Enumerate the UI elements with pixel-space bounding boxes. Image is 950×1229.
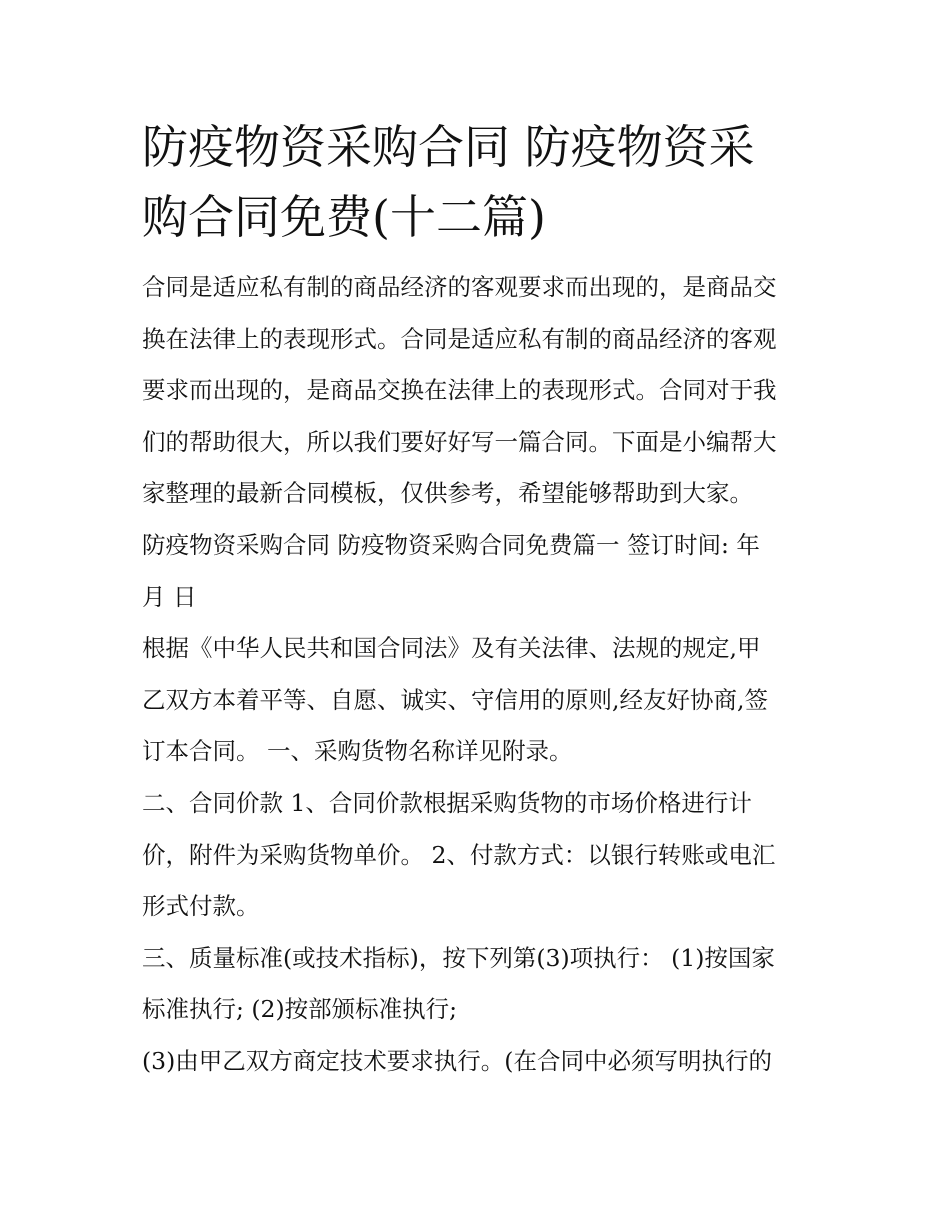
body-line-10: 订本合同。 一、采购货物名称详见附录。 <box>142 737 573 766</box>
body-line-7: 月 日 <box>142 582 197 611</box>
document-title <box>142 112 814 252</box>
body-line-15: 标准执行; (2)按部颁标准执行; <box>142 995 458 1024</box>
body-line-5: 家整理的最新合同模板，仅供参考，希望能够帮助到大家。 <box>142 479 753 508</box>
body-line-1: 合同是适应私有制的商品经济的客观要求而出现的，是商品交 <box>142 273 777 301</box>
body-line-12: 价，附件为采购货物单价。 2、付款方式：以银行转账或电汇 <box>142 840 776 869</box>
body-line-14: 三、质量标准(或技术指标)，按下列第(3)项执行： (1)按国家 <box>142 943 775 972</box>
body-line-6: 防疫物资采购合同 防疫物资采购合同免费篇一 签订时间: 年 <box>142 530 760 559</box>
body-line-13: 形式付款。 <box>142 892 260 921</box>
document-page <box>142 112 814 1088</box>
body-line-8: 根据《中华人民共和国合同法》及有关法律、法规的规定,甲 <box>142 634 761 663</box>
document-body <box>142 262 814 1088</box>
body-line-11: 二、合同价款 1、合同价款根据采购货物的市场价格进行计 <box>142 788 752 817</box>
body-line-9: 乙双方本着平等、自愿、诚实、守信用的原则,经友好协商,签 <box>142 685 768 714</box>
body-line-4: 们的帮助很大，所以我们要好好写一篇合同。下面是小编帮大 <box>142 427 777 456</box>
body-line-2: 换在法律上的表现形式。合同是适应私有制的商品经济的客观 <box>142 324 777 353</box>
body-line-16: (3)由甲乙双方商定技术要求执行。(在合同中必须写明执行的 <box>142 1046 772 1075</box>
title-line-1: 防疫物资采购合同 防疫物资采 <box>142 120 755 174</box>
title-line-2: 购合同免费(十二篇) <box>142 190 546 244</box>
body-line-3: 要求而出现的，是商品交换在法律上的表现形式。合同对于我 <box>142 376 777 405</box>
